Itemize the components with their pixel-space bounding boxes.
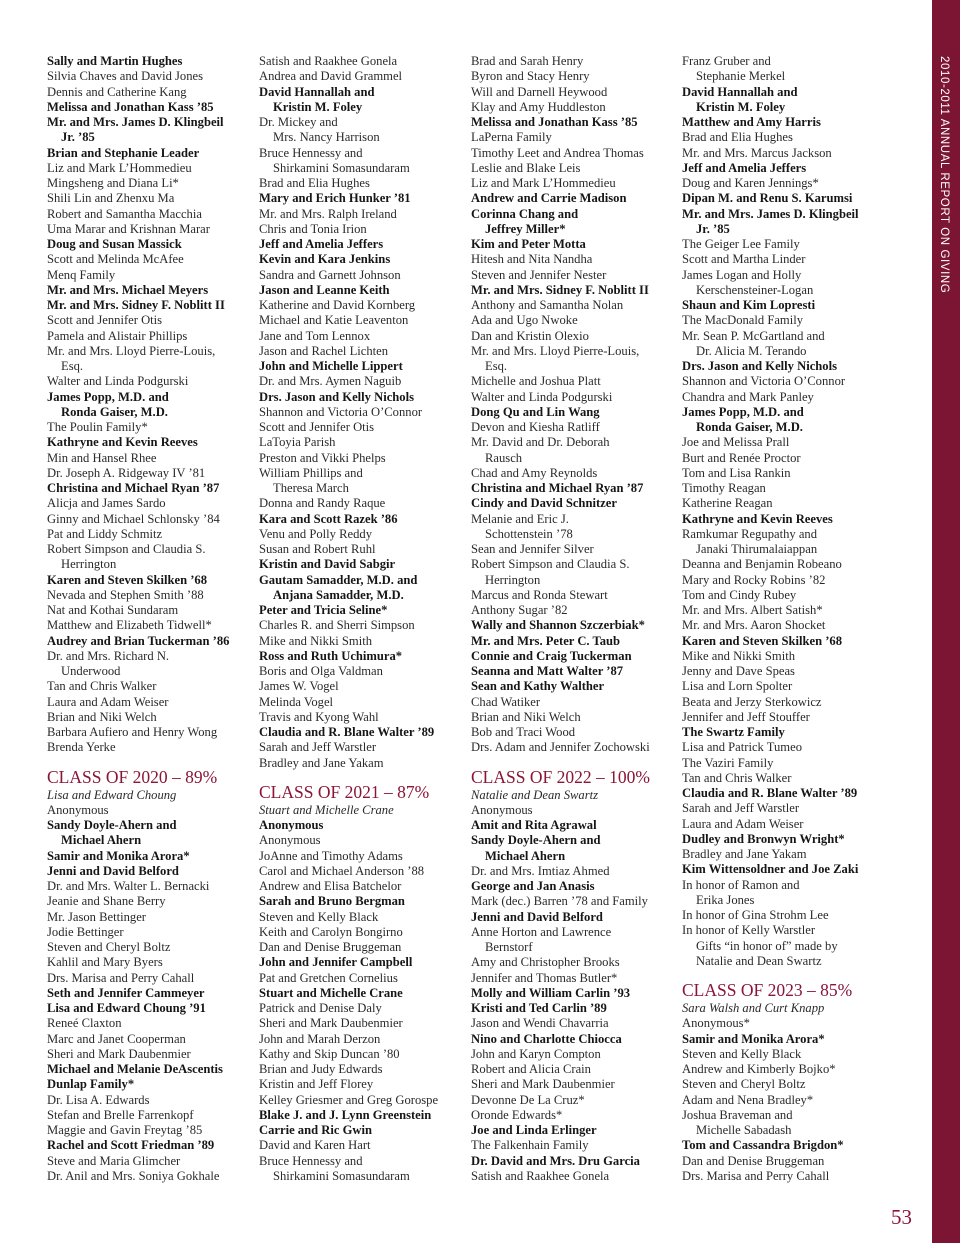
class-agent: Stuart and Michelle Crane [259, 802, 394, 817]
donor-line: Burt and Renée Proctor [682, 450, 801, 465]
donor-line: Anonymous [259, 818, 324, 832]
donor-line: In honor of Gina Strohm Lee [682, 908, 829, 922]
donor-line: Chad and Amy Reynolds [471, 465, 598, 480]
donor-line: Mr. Jason Bettinger [47, 909, 146, 924]
donor-line: Jeff and Amelia Jeffers [682, 160, 807, 175]
donor-line: Dunlap Family* [47, 1077, 135, 1092]
donor-line: Byron and Stacy Henry [471, 69, 590, 84]
donor-line: Jason and Wendi Chavarria [471, 1016, 609, 1031]
donor-line: Satish and Raakhee Gonela [471, 1168, 610, 1183]
donor-line: George and Jan Anasis [471, 879, 595, 893]
donor-line: Walter and Linda Podgurski [47, 374, 189, 389]
donor-line: Devon and Kiesha Ratliff [471, 420, 600, 434]
donor-line: Andrew and Elisa Batchelor [259, 879, 402, 893]
donor-line: Anthony and Samantha Nolan [471, 298, 624, 312]
donor-line: Drs. Jason and Kelly Nichols [259, 389, 414, 404]
donor-line: Brian and Judy Edwards [259, 1062, 383, 1076]
class-agent: Jr. ’85 [696, 221, 730, 236]
donor-line: Steven and Cheryl Boltz [47, 940, 171, 954]
donor-line: Doug and Susan Massick [47, 237, 182, 251]
donor-line: Drs. Marisa and Perry Cahall [682, 1168, 830, 1183]
donor-line: Pamela and Alistair Phillips [47, 328, 188, 343]
donor-line: Mike and Nikki Smith [682, 648, 795, 663]
class-agent: Gifts “in honor of” made by [696, 938, 838, 953]
class-heading: CLASS OF 2020 – 89% [47, 766, 218, 787]
class-agent: Esq. [485, 359, 508, 373]
donor-line: Claudia and R. Blane Walter ’89 [259, 725, 435, 739]
donor-line: Kristin and Jeff Florey [259, 1077, 374, 1092]
donor-line: Andrew and Kimberly Bojko* [682, 1062, 836, 1076]
donor-line: Drs. Marisa and Perry Cahall [47, 970, 195, 985]
class-agent: Jr. ’85 [61, 130, 95, 145]
class-agent: Shirkamini Somasundaram [273, 160, 410, 175]
donor-line: Anonymous [259, 833, 321, 848]
donor-line: Mr. and Mrs. Aaron Shocket [682, 618, 826, 633]
donor-line: Dr. Lisa A. Edwards [47, 1092, 150, 1107]
donor-line: Samir and Monika Arora* [47, 848, 190, 863]
class-agent: Ronda Gaiser, M.D. [696, 420, 803, 434]
donor-line: Kathy and Skip Duncan ’80 [259, 1046, 400, 1061]
donor-line: Dan and Denise Bruggeman [682, 1153, 825, 1168]
donor-column-2 [259, 54, 464, 1184]
donor-line: The Poulin Family* [47, 420, 148, 434]
class-agent: Mrs. Nancy Harrison [273, 130, 380, 145]
donor-line: Brenda Yerke [47, 740, 116, 755]
donor-line: Patrick and Denise Daly [259, 1001, 382, 1015]
donor-line: Marcus and Ronda Stewart [471, 587, 608, 602]
donor-line: Adam and Nena Bradley* [682, 1092, 814, 1107]
donor-line: Scott and Melinda McAfee [47, 252, 184, 267]
donor-line: Cindy and David Schnitzer [471, 496, 617, 511]
donor-line: Peter and Tricia Seline* [259, 603, 388, 617]
donor-line: Timothy Reagan [682, 481, 766, 495]
donor-line: Venu and Polly Reddy [259, 526, 372, 541]
donor-line: Dr. Anil and Mrs. Soniya Gokhale [47, 1168, 220, 1183]
donor-line: Brian and Stephanie Leader [47, 145, 200, 160]
donor-line: Jane and Tom Lennox [259, 328, 371, 343]
donor-line: Satish and Raakhee Gonela [259, 54, 398, 68]
donor-line: Hitesh and Nita Nandha [471, 252, 593, 267]
donor-line: Sean and Kathy Walther [471, 679, 605, 694]
class-agent: Shirkamini Somasundaram [273, 1168, 410, 1183]
donor-line: Melissa and Jonathan Kass ’85 [47, 99, 214, 114]
donor-line: Marc and Janet Cooperman [47, 1031, 186, 1046]
donor-line: Brad and Sarah Henry [471, 54, 584, 68]
donor-line: Kristi and Ted Carlin ’89 [471, 1001, 607, 1015]
donor-line: Mr. and Mrs. Michael Meyers [47, 282, 209, 297]
donor-line: Carrie and Ric Gwin [259, 1123, 372, 1137]
donor-line: David Hannallah and [682, 84, 798, 99]
donor-line: Sally and Martin Hughes [47, 54, 183, 68]
class-agent: Ronda Gaiser, M.D. [61, 404, 168, 419]
donor-line: Mike and Nikki Smith [259, 633, 372, 648]
donor-line: Liz and Mark L’Hommedieu [471, 176, 616, 190]
donor-line: Rachel and Scott Friedman ’89 [47, 1138, 215, 1153]
donor-line: The MacDonald Family [682, 313, 804, 328]
donor-line: Corinna Chang and [471, 206, 579, 221]
class-heading: CLASS OF 2023 – 85% [682, 980, 853, 1000]
donor-line: Mr. David and Dr. Deborah [471, 435, 610, 450]
class-agent: Sara Walsh and Curt Knapp [682, 1001, 825, 1015]
donor-line: Kevin and Kara Jenkins [259, 252, 391, 267]
donor-line: Connie and Craig Tuckerman [471, 648, 632, 663]
donor-line: Mr. and Mrs. Marcus Jackson [682, 145, 832, 160]
donor-line: Andrea and David Grammel [259, 69, 403, 84]
donor-line: Dan and Kristin Olexio [471, 328, 589, 343]
donor-line: Dr. Mickey and [259, 115, 338, 129]
donor-line: Barbara Aufiero and Henry Wong [47, 725, 218, 739]
donor-line: Menq Family [47, 267, 116, 282]
donor-line: Joe and Linda Erlinger [471, 1123, 597, 1137]
donor-column-4 [682, 54, 887, 1184]
class-agent: Anjana Samadder, M.D. [273, 587, 404, 602]
donor-line: The Geiger Lee Family [682, 237, 800, 251]
donor-line: Mark (dec.) Barren ’78 and Family [471, 894, 648, 909]
donor-line: Mingsheng and Diana Li* [47, 176, 179, 190]
donor-line: Bradley and Jane Yakam [259, 755, 384, 770]
donor-line: Leslie and Blake Leis [471, 160, 581, 175]
donor-line: Tom and Cindy Rubey [682, 587, 797, 602]
donor-line: Christina and Michael Ryan ’87 [471, 481, 644, 495]
donor-line: Stefan and Brelle Farrenkopf [47, 1107, 194, 1122]
donor-line: The Swartz Family [682, 725, 785, 739]
donor-line: Bob and Traci Wood [471, 725, 576, 739]
donor-line: Drs. Jason and Kelly Nichols [682, 359, 837, 373]
donor-line: Anne Horton and Lawrence [471, 924, 612, 939]
donor-line: Jenny and Dave Speas [682, 664, 795, 678]
donor-line: Lisa and Edward Choung ’91 [47, 1001, 206, 1015]
donor-line: Jenni and David Belford [47, 863, 179, 878]
donor-line: Mr. and Mrs. Ralph Ireland [259, 206, 397, 221]
donor-line: Sandy Doyle-Ahern and [471, 833, 601, 848]
donor-line: Travis and Kyong Wahl [259, 709, 379, 724]
class-agent: Michael Ahern [61, 833, 142, 848]
donor-line: Steve and Maria Glimcher [47, 1153, 181, 1168]
page-number: 53 [891, 1205, 912, 1229]
donor-line: Katherine Reagan [682, 496, 773, 511]
donor-line: Robert Simpson and Claudia S. [471, 557, 630, 572]
donor-line: Nino and Charlotte Chiocca [471, 1031, 622, 1046]
donor-line: Kara and Scott Razek ’86 [259, 511, 398, 526]
donor-line: Keith and Carolyn Bongirno [259, 924, 403, 939]
donor-line: Chandra and Mark Panley [682, 389, 814, 404]
donor-line: Devonne De La Cruz* [471, 1092, 585, 1107]
donor-line: Kim and Peter Motta [471, 237, 586, 251]
donor-line: Brad and Elia Hughes [259, 176, 370, 190]
donor-line: Tan and Chris Walker [47, 679, 157, 694]
donor-line: Mr. and Mrs. Peter C. Taub [471, 633, 621, 648]
class-agent: Michelle Sabadash [696, 1123, 792, 1137]
donor-line: Franz Gruber and [682, 54, 771, 68]
donor-line: James Popp, M.D. and [47, 389, 169, 404]
donor-line: Seth and Jennifer Cammeyer [47, 985, 205, 1000]
donor-line: Ramkumar Regupathy and [682, 526, 818, 541]
donor-line: Molly and William Carlin ’93 [471, 985, 631, 1000]
donor-line: Mr. and Mrs. James D. Klingbeil [682, 206, 859, 221]
donor-line: James Popp, M.D. and [682, 404, 804, 419]
donor-line: Scott and Martha Linder [682, 252, 806, 267]
donor-line: Dan and Denise Bruggeman [259, 940, 402, 954]
donor-line: Dennis and Catherine Kang [47, 84, 187, 99]
donor-line: Anonymous* [682, 1016, 750, 1031]
donor-line: Michael and Melanie DeAscentis [47, 1062, 223, 1076]
donor-line: Kathryne and Kevin Reeves [682, 511, 833, 526]
donor-line: Samir and Monika Arora* [682, 1031, 825, 1046]
donor-line: Sandra and Garnett Johnson [259, 267, 401, 282]
donor-line: Jeff and Amelia Jeffers [259, 237, 384, 251]
donor-line: Sarah and Jeff Warstler [682, 801, 800, 816]
donor-line: Dr. and Mrs. Walter L. Bernacki [47, 879, 210, 893]
class-agent: Underwood [61, 664, 121, 678]
donor-line: Jeanie and Shane Berry [47, 894, 166, 909]
donor-line: Steven and Kelly Black [259, 909, 379, 924]
donor-line: Robert and Alicia Crain [471, 1062, 591, 1076]
class-agent: Michael Ahern [485, 848, 566, 863]
donor-line: Kim Wittensoldner and Joe Zaki [682, 862, 859, 877]
donor-line: Scott and Jennifer Otis [47, 313, 163, 328]
donor-column-1 [47, 54, 252, 1184]
donor-line: Deanna and Benjamin Robeano [682, 557, 842, 572]
class-agent: Theresa March [273, 481, 349, 495]
donor-line: Audrey and Brian Tuckerman ’86 [47, 633, 230, 648]
class-agent: Rausch [485, 450, 523, 465]
donor-line: Sarah and Bruno Bergman [259, 894, 405, 909]
donor-line: Bradley and Jane Yakam [682, 847, 807, 861]
donor-line: JoAnne and Timothy Adams [259, 848, 403, 863]
class-agent: Lisa and Edward Choung [47, 787, 177, 802]
donor-line: Karen and Steven Skilken ’68 [682, 633, 843, 648]
donor-line: In honor of Kelly Warstler [682, 923, 816, 938]
donor-line: Silvia Chaves and David Jones [47, 69, 204, 84]
donor-line: Klay and Amy Huddleston [471, 99, 606, 114]
donor-line: Jodie Bettinger [47, 924, 124, 939]
donor-line: Timothy Leet and Andrea Thomas [471, 145, 644, 160]
donor-line: Anthony Sugar ’82 [471, 603, 568, 617]
donor-line: Lisa and Lorn Spolter [682, 679, 793, 694]
donor-line: Matthew and Elizabeth Tidwell* [47, 618, 212, 633]
donor-line: Dr. and Mrs. Aymen Naguib [259, 374, 402, 389]
donor-line: Robert and Samantha Macchia [47, 206, 202, 221]
donor-line: Mary and Erich Hunker ’81 [259, 191, 411, 206]
donor-line: Michelle and Joshua Platt [471, 374, 601, 389]
donor-line: Nat and Kothai Sundaram [47, 603, 179, 617]
donor-line: Shaun and Kim Lopresti [682, 298, 816, 312]
donor-line: David Hannallah and [259, 84, 375, 99]
donor-line: Anonymous [47, 802, 109, 817]
donor-line: Dudley and Bronwyn Wright* [682, 831, 845, 846]
donor-line: Kathryne and Kevin Reeves [47, 435, 198, 450]
donor-line: Bruce Hennessy and [259, 1153, 363, 1168]
donor-line: Joe and Melissa Prall [682, 435, 790, 450]
donor-line: Sarah and Jeff Warstler [259, 740, 377, 755]
donor-line: Sheri and Mark Daubenmier [471, 1077, 615, 1092]
donor-line: Jennifer and Jeff Stouffer [682, 709, 810, 724]
donor-line: Dr. Joseph A. Ridgeway IV ’81 [47, 465, 206, 480]
donor-line: Shannon and Victoria O’Connor [259, 404, 423, 419]
donor-line: John and Marah Derzon [259, 1031, 381, 1046]
donor-column-3 [471, 54, 676, 1184]
donor-line: Uma Marar and Krishnan Marar [47, 221, 210, 236]
donor-line: Sheri and Mark Daubenmier [259, 1016, 403, 1031]
donor-line: Robert Simpson and Claudia S. [47, 542, 206, 556]
class-agent: Esq. [61, 359, 84, 373]
donor-line: Boris and Olga Valdman [259, 664, 383, 678]
donor-line: Brad and Elia Hughes [682, 130, 793, 145]
donor-line: Amit and Rita Agrawal [471, 818, 597, 832]
class-agent: Erika Jones [696, 892, 755, 907]
donor-line: Laura and Adam Weiser [682, 816, 804, 831]
class-agent: Kristin M. Foley [696, 99, 786, 114]
donor-line: John and Jennifer Campbell [259, 955, 413, 970]
donor-line: Jason and Rachel Lichten [259, 343, 389, 358]
donor-line: Preston and Vikki Phelps [259, 450, 386, 465]
donor-line: Brian and Niki Welch [471, 709, 581, 724]
donor-line: Melissa and Jonathan Kass ’85 [471, 115, 638, 129]
donor-line: Chris and Tonia Irion [259, 221, 367, 236]
donor-line: Ross and Ruth Uchimura* [259, 648, 403, 663]
donor-line: Sandy Doyle-Ahern and [47, 818, 177, 832]
donor-line: Min and Hansel Rhee [47, 450, 157, 465]
donor-line: Will and Darnell Heywood [471, 84, 608, 99]
donor-line: Alicja and James Sardo [47, 496, 166, 511]
donor-line: Donna and Randy Raque [259, 496, 386, 511]
donor-line: Stuart and Michelle Crane [259, 985, 403, 1000]
donor-line: Seanna and Matt Walter ’87 [471, 664, 624, 678]
donor-line: Chad Watiker [471, 694, 541, 709]
donor-line: Liz and Mark L’Hommedieu [47, 160, 192, 175]
donor-line: Sheri and Mark Daubenmier [47, 1046, 191, 1061]
donor-line: Mary and Rocky Robins ’82 [682, 572, 826, 587]
donor-line: Christina and Michael Ryan ’87 [47, 481, 220, 495]
donor-line: Anonymous [471, 802, 533, 817]
donor-line: Pat and Gretchen Cornelius [259, 970, 398, 985]
class-agent: Natalie and Dean Swartz [696, 953, 822, 968]
class-heading: CLASS OF 2021 – 87% [259, 781, 430, 802]
donor-line: Dr. David and Mrs. Dru Garcia [471, 1153, 640, 1168]
class-agent: Stephanie Merkel [696, 69, 786, 84]
donor-line: Susan and Robert Ruhl [259, 542, 376, 556]
class-agent: Herrington [61, 557, 117, 572]
donor-line: LaToyia Parish [259, 435, 336, 450]
donor-line: Joshua Braveman and [682, 1107, 793, 1122]
class-agent: Kristin M. Foley [273, 99, 363, 114]
sidebar-title-wrap [938, 56, 954, 316]
class-agent: Jeffrey Miller* [485, 221, 566, 236]
donor-line: Mr. Sean P. McGartland and [682, 328, 825, 343]
donor-line: Doug and Karen Jennings* [682, 176, 819, 190]
donor-line: Kelley Griesmer and Greg Gorospe [259, 1092, 439, 1107]
class-agent: Kerschensteiner-Logan [696, 282, 814, 297]
donor-line: David and Karen Hart [259, 1138, 371, 1153]
donor-line: Oronde Edwards* [471, 1107, 563, 1122]
donor-line: Kahlil and Mary Byers [47, 955, 163, 970]
sidebar-title: 2010-2011 ANNUAL REPORT ON GIVING [938, 56, 950, 294]
donor-line: Shannon and Victoria O’Connor [682, 374, 846, 389]
donor-line: Steven and Kelly Black [682, 1046, 802, 1061]
class-agent: Bernstorf [485, 940, 533, 954]
donor-line: Sean and Jennifer Silver [471, 542, 594, 556]
donor-line: Blake J. and J. Lynn Greenstein [259, 1107, 432, 1122]
class-agent: Natalie and Dean Swartz [471, 787, 598, 802]
donor-line: Tom and Lisa Rankin [682, 465, 791, 480]
donor-line: Walter and Linda Podgurski [471, 389, 613, 404]
donor-line: Lisa and Patrick Tumeo [682, 740, 802, 755]
donor-line: Reneé Claxton [47, 1016, 122, 1031]
donor-line: Steven and Jennifer Nester [471, 267, 607, 282]
donor-line: Carol and Michael Anderson ’88 [259, 863, 425, 878]
donor-line: Karen and Steven Skilken ’68 [47, 572, 208, 587]
donor-line: Mr. and Mrs. Sidney F. Noblitt II [47, 298, 225, 312]
class-agent: Schottenstein ’78 [485, 526, 573, 541]
donor-line: Ginny and Michael Schlonsky ’84 [47, 511, 220, 526]
donor-line: William Phillips and [259, 465, 363, 480]
donor-line: Mr. and Mrs. Albert Satish* [682, 603, 823, 617]
donor-line: Shili Lin and Zhenxu Ma [47, 191, 175, 206]
donor-line: Charles R. and Sherri Simpson [259, 618, 415, 633]
donor-line: Dr. and Mrs. Imtiaz Ahmed [471, 863, 610, 878]
donor-line: Claudia and R. Blane Walter ’89 [682, 786, 858, 800]
donor-line: LaPerna Family [471, 130, 552, 145]
donor-line: Laura and Adam Weiser [47, 694, 169, 709]
donor-line: Nevada and Stephen Smith ’88 [47, 587, 204, 602]
donor-line: Katherine and David Kornberg [259, 298, 416, 312]
donor-line: Jason and Leanne Keith [259, 282, 390, 297]
donor-line: John and Karyn Compton [471, 1046, 601, 1061]
donor-line: Kristin and David Sabgir [259, 557, 396, 572]
donor-line: Bruce Hennessy and [259, 145, 363, 160]
donor-line: Andrew and Carrie Madison [471, 191, 627, 206]
donor-line: The Vaziri Family [682, 755, 774, 770]
class-agent: Herrington [485, 572, 541, 587]
donor-line: Melanie and Eric J. [471, 511, 569, 526]
donor-line: Jennifer and Thomas Butler* [471, 970, 618, 985]
donor-line: Wally and Shannon Szczerbiak* [471, 618, 645, 633]
donor-line: Steven and Cheryl Boltz [682, 1077, 806, 1092]
class-heading: CLASS OF 2022 – 100% [471, 766, 650, 787]
donor-line: James Logan and Holly [682, 267, 802, 282]
donor-line: The Falkenhain Family [471, 1138, 589, 1153]
donor-line: Beata and Jerzy Sterkowicz [682, 694, 822, 709]
donor-line: Tan and Chris Walker [682, 770, 792, 785]
donor-line: Mr. and Mrs. Sidney F. Noblitt II [471, 282, 649, 297]
donor-line: Matthew and Amy Harris [682, 115, 821, 129]
donor-line: Ada and Ugo Nwoke [471, 313, 578, 328]
donor-line: James W. Vogel [259, 679, 339, 694]
donor-line: In honor of Ramon and [682, 877, 800, 892]
donor-line: Jenni and David Belford [471, 909, 603, 924]
donor-line: Mr. and Mrs. James D. Klingbeil [47, 115, 224, 129]
donor-line: Maggie and Gavin Freytag ’85 [47, 1123, 203, 1137]
donor-line: Tom and Cassandra Brigdon* [682, 1138, 844, 1153]
donor-line: Dipan M. and Renu S. Karumsi [682, 191, 853, 206]
donor-line: Mr. and Mrs. Lloyd Pierre-Louis, [471, 343, 640, 358]
donor-line: Dong Qu and Lin Wang [471, 404, 600, 419]
donor-line: Amy and Christopher Brooks [471, 955, 620, 970]
donor-line: Pat and Liddy Schmitz [47, 526, 163, 541]
class-agent: Dr. Alicia M. Terando [696, 343, 807, 358]
donor-line: Scott and Jennifer Otis [259, 420, 375, 434]
donor-line: Gautam Samadder, M.D. and [259, 572, 418, 587]
donor-line: Dr. and Mrs. Richard N. [47, 648, 170, 663]
donor-line: Melinda Vogel [259, 694, 334, 709]
donor-line: Michael and Katie Leaventon [259, 313, 409, 328]
donor-line: Drs. Adam and Jennifer Zochowski [471, 740, 650, 755]
donor-line: John and Michelle Lippert [259, 359, 403, 373]
class-agent: Janaki Thirumalaiappan [696, 542, 818, 556]
donor-line: Brian and Niki Welch [47, 709, 157, 724]
donor-line: Mr. and Mrs. Lloyd Pierre-Louis, [47, 343, 216, 358]
